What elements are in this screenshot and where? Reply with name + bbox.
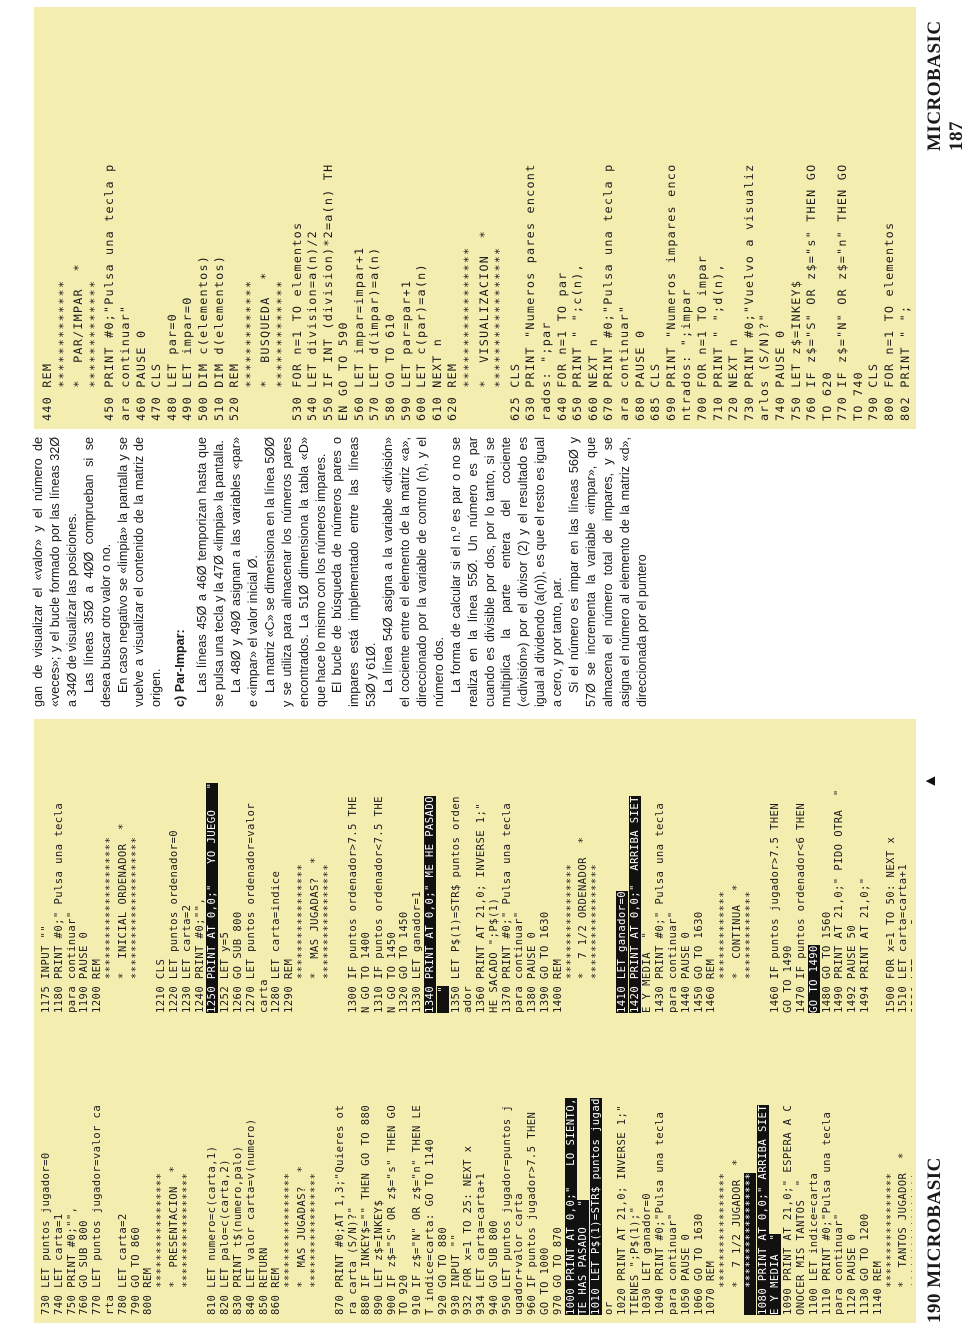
code-line: 500 DIM c(elementos) [195, 254, 210, 421]
highlighted-text: 1410 LET ganador=0 [615, 890, 628, 1013]
code-line: 450 PRINT #0;"Pulsa una tecla p [102, 163, 117, 421]
code-line: 550 IF INT (division)*2=a(n) TH [320, 163, 335, 421]
code-line: * INICIAL ORDENADOR * [116, 823, 129, 1013]
code-line: 930 INPUT "" [449, 1233, 462, 1315]
code-line: 1020 PRINT AT 21,0; INVERSE 1;" [615, 1104, 628, 1315]
code-line: 1100 LET indice=carta [807, 1172, 820, 1315]
page-header-right: MICROBASIC 187 [924, 20, 967, 151]
code-line: 560 LET impar=impar+1 [351, 246, 366, 421]
highlighted-text: GO TO 1490 [807, 945, 820, 1013]
code-line: 910 IF z$="N" OR z$="n" THEN LE [411, 1104, 424, 1315]
code-line: 580 GO TO 610 [383, 313, 398, 421]
code-line: N GO TO 1450 [385, 931, 398, 1013]
code-line: 740 PAUSE 0 [772, 329, 787, 421]
code-line: 750 PRINT #0;"", [65, 1206, 78, 1315]
code-line: ************* [55, 279, 70, 421]
code-line: * PRESENTACION * [167, 1165, 180, 1315]
code-line: 1300 IF puntos ordenador>7.5 THE [347, 796, 360, 1013]
code-line: 1120 PAUSE 0 [846, 1233, 859, 1315]
code-line: ***************** [590, 863, 603, 1013]
code-line: 1090 PRINT AT 21,0;" ESPERA A C [782, 1104, 795, 1315]
code-line: 1310 IF puntos ordenador<7.5 THE [372, 796, 385, 1013]
code-line: rados: ";par [539, 321, 553, 421]
code-line: E Y MEDIA " [641, 931, 654, 1013]
code-line: ***************** [308, 1172, 321, 1315]
code-line: 1320 GO TO 1450 [398, 911, 411, 1013]
code-line: 932 FOR x=1 TO 25: NEXT x [462, 1145, 475, 1315]
code-line: 1180 PRINT #0;" Pulsa una tecla [52, 802, 65, 1013]
paragraph: Si el número es impar en las líneas 56Ø y 57Ø se incrementa la variable «impar», que almacena el número total de impares, y se asigna el número al elemento de la matriz «d», direccionada por el puntero [567, 437, 649, 707]
code-line: ONOCER MIS TANTOS " [795, 1179, 808, 1315]
code-line: 530 FOR n=1 TO elementos [289, 221, 304, 421]
code-line: 460 PAUSE 0 [133, 329, 148, 421]
code-line: 790 CLS [866, 362, 881, 421]
code-line: ador [462, 985, 475, 1013]
code-line: 1110 PRINT #0;"Pulsa una tecla [820, 1111, 833, 1315]
code-line [769, 1023, 782, 1315]
code-line: 1200 REM [91, 958, 104, 1013]
code-line: 1500 FOR x=1 TO 50: NEXT x [884, 836, 897, 1013]
code-line: 1290 REM [283, 958, 296, 1013]
code-line: 1270 LET puntos ordenador=valor [244, 802, 257, 1013]
code-line: 750 LET z$=INKEY$ [788, 279, 803, 421]
code-line [206, 723, 219, 1013]
code-line: ************* [242, 279, 257, 421]
code-line [910, 1023, 912, 1315]
code-line: * CONTINUA * [731, 884, 744, 1013]
highlighted-text: 1010 LET P$(1)=STR$ puntos jugad [590, 1098, 603, 1315]
highlighted-text: ***************** [743, 1172, 756, 1315]
continue-arrow-icon: ▲ [922, 773, 939, 789]
code-line: 650 PRINT " ";c(n), [570, 263, 585, 421]
code-line: 1510 LET carta=carta+1 [897, 863, 910, 1013]
code-listing-panel-right [34, 7, 916, 429]
code-line [437, 723, 450, 1013]
code-line [577, 1023, 590, 1315]
code-line: ***************** [461, 246, 476, 421]
code-line: 1470 IF puntos ordenador<6 THEN [795, 802, 808, 1013]
code-line: 540 LET division=a(n)/2 [305, 230, 320, 421]
code-line: 780 LET carta=2 [116, 1213, 129, 1315]
code-line [808, 723, 821, 1013]
code-line: 1280 LET carta=indice [270, 870, 283, 1013]
code-line: ntrados: ";impar [679, 288, 694, 421]
code-line: ************* [743, 890, 756, 1013]
code-line: T indice=carta: GO TO 1140 [423, 1138, 436, 1315]
code-line: 740 LET carta=1 [52, 1213, 65, 1315]
code-line: 960 IF puntos jugador>7.5 THEN [526, 1111, 539, 1315]
code-line: ********************* [103, 836, 116, 1013]
code-line: 870 PRINT #0;AT 1,3;"Quieres ot [334, 1104, 347, 1315]
code-line: 1210 CLS [155, 958, 168, 1013]
code-line: 570 LET d(impar)=a(n) [367, 246, 382, 421]
code-line: 685 CLS [648, 362, 663, 421]
code-line [142, 723, 155, 1013]
code-line: 1380 PAUSE 0 [526, 931, 539, 1013]
code-line: 1360 PRINT AT 21,0; INVERSE 1;" [475, 802, 488, 1013]
code-line: 640 FOR n=1 TO par [554, 271, 569, 421]
code-line: 600 LET c(par)=a(n) [414, 263, 429, 421]
code-line: 840 LET valor carta=v(numero) [244, 1118, 257, 1315]
code-line: 830 PRINT t$(numero,palo) [231, 1145, 244, 1315]
code-line [872, 723, 885, 1013]
code-line [757, 1023, 770, 1315]
code-line: * PAR/IMPAR * [71, 263, 86, 421]
code-line: GO TO 1000 [539, 1247, 552, 1315]
code-line: ***************** [564, 863, 577, 1013]
code-line: rta [103, 1294, 116, 1315]
code-line: 470 CLS [149, 362, 164, 421]
code-line [590, 1023, 603, 1315]
code-line [910, 723, 912, 1013]
paragraph: La 48Ø y 49Ø asignan a las variables «par» e «impar» el valor inicial Ø. [228, 437, 260, 707]
code-line: or [603, 1301, 616, 1315]
code-line: 1060 GO TO 1630 [692, 1213, 705, 1315]
highlighted-text: 1250 PRINT AT 0,0;" YO JUEGO " [206, 782, 219, 1013]
code-line: 660 NEXT n [585, 337, 600, 421]
code-line: TO 620 [819, 371, 834, 421]
article-text [30, 437, 920, 707]
paragraph: Las líneas 35Ø a 4ØØ comprueban si se desea buscar otro valor o no. [81, 437, 113, 707]
code-line: TIENES ";P$(1);" [628, 1206, 641, 1315]
code-line [322, 1023, 335, 1315]
paragraph: La matriz «C» se dimensiona en la línea 5ØØ y se utiliza para almacenar los números pares encontrados. La 51Ø dimensiona la tabla «D» que hace lo mismo con los números impares. [262, 437, 328, 707]
code-line: ************* [718, 890, 731, 1013]
code-line: 940 GO SUB 800 [487, 1220, 500, 1315]
highlighted-text: 1080 PRINT AT 0,0;" ARRIBA SIET [756, 1104, 769, 1315]
code-line: 1070 REM [705, 1260, 718, 1315]
code-line: 1240 PRINT #0;"", [193, 897, 206, 1013]
code-line: 800 REM [142, 1267, 155, 1315]
section-heading: c) Par-Impar: [173, 629, 188, 707]
code-line: 480 LET par=0 [164, 313, 179, 421]
code-line: ***************** [492, 246, 507, 421]
code-line: 1050 PAUSE 0 [679, 1233, 692, 1315]
code-line: ***************** [283, 1172, 296, 1315]
code-line: 770 IF z$="N" OR z$="n" THEN GO [835, 163, 850, 421]
code-line [424, 723, 437, 1013]
code-line: 1494 PRINT AT 21,0;" [859, 877, 871, 1013]
code-line: carta [257, 979, 270, 1013]
code-line: ra carta (S/N)?" [347, 1206, 360, 1315]
code-line: para continuar" [65, 911, 78, 1013]
paragraph: La línea 54Ø asigna a la variable «división» el cociente entre el elemento de la matriz «a», direccionado por la variable de control (n), y el número dos. [381, 437, 446, 707]
code-line: 970 GO TO 870 [551, 1226, 564, 1315]
code-line: ***************** [155, 1172, 168, 1315]
highlighted-text: TE HAS PASADO " [577, 1199, 590, 1315]
page-header-left: 190 MICROBASIC [924, 1157, 945, 1323]
code-line: 1175 INPUT "" [40, 924, 52, 1013]
code-line: ************* [86, 279, 101, 421]
code-line: 1460 REM [705, 958, 718, 1013]
code-line: ara continuar" [616, 304, 631, 421]
code-line: 1480 GO TO 1560 [820, 911, 833, 1013]
code-listing-column-right [40, 11, 912, 421]
code-line: 710 PRINT " ";d(n), [710, 263, 725, 421]
code-line [616, 723, 629, 1013]
code-line: 890 LET z$=INKEY$ [372, 1199, 385, 1315]
code-line: TO 920 [398, 1274, 411, 1315]
code-line: ***************** [718, 1172, 731, 1315]
code-line: 760 IF z$="S" OR z$="s" THEN GO [804, 163, 819, 421]
code-line: arlos (S/N)?" [757, 313, 772, 421]
code-line: 510 DIM d(elementos) [211, 254, 226, 421]
code-line: 1492 PAUSE 50 [846, 924, 859, 1013]
paragraph: El bucle de búsqueda de números pares o impares está implementado entre las líneas 53Ø y 61Ø. [330, 437, 379, 707]
code-line: 1190 PAUSE 0 [78, 931, 91, 1013]
paragraph: gan de visualizar el «valor» y el número de «veces»; y el bucle formado por las líneas 32Ø a 34Ø de visualizar las posiciones. [31, 437, 79, 707]
code-line: 630 PRINT "Numeros pares encont [523, 163, 538, 421]
code-line: GO TO 1490 [782, 945, 795, 1013]
code-line: 850 RETURN [257, 1247, 270, 1315]
highlighted-text: 1340 PRINT AT 0,0;" ME HE PASADO [423, 796, 436, 1013]
code-line: * MAS JUGADAS? * [295, 1165, 308, 1315]
code-line: 1130 GO TO 1200 [859, 1213, 871, 1315]
code-listing-panel-left [34, 719, 916, 1323]
code-line: para continuar" [833, 1213, 846, 1315]
code-line: 670 PRINT #0;"Pulsa una tecla p [601, 163, 616, 421]
code-line [744, 1023, 757, 1315]
highlighted-text: E Y MEDIA " [769, 1233, 782, 1315]
code-line: 610 NEXT n [429, 337, 444, 421]
code-line: 1350 LET P$(1)=STR$ puntos orden [449, 796, 462, 1013]
code-line [603, 723, 616, 1013]
code-line: * 7 1/2 JUGADOR * [731, 1159, 744, 1315]
code-line: 1252 LET y=5 [219, 931, 232, 1013]
code-line: 1430 PRINT #0;" Pulsa una tecla [654, 802, 667, 1013]
code-line: 620 REM [445, 362, 460, 421]
code-line: 720 NEXT n [726, 337, 741, 421]
code-line: 790 GO TO 860 [129, 1226, 142, 1315]
code-line: 1230 LET carta=2 [180, 904, 193, 1013]
code-line [757, 723, 770, 1013]
code-line: 690 PRINT "Numeros impares enco [663, 163, 678, 421]
code-line: 625 CLS [507, 362, 522, 421]
code-line: 1370 PRINT #0;" Pulsa una tecla [500, 802, 513, 1013]
code-line: 520 REM [227, 362, 242, 421]
code-line: 800 FOR n=1 TO elementos [882, 221, 897, 421]
code-line: 1440 PAUSE 0 [679, 931, 692, 1013]
code-listing-column-a [40, 1023, 912, 1315]
code-line: 680 PAUSE 0 [632, 329, 647, 421]
code-line: 1330 LET ganador=1 [411, 890, 424, 1013]
paragraph: La forma de calcular si el n.º es par o no se realiza en la línea 55Ø. Un número es par cuando es divisible por dos, por lo tanto, si se multiplica la parte entera del cociente («división») por el divisor (2) y el resultado es igual al dividendo (a(n)), es que el resto es igual a cero, y por tanto, par. [448, 437, 565, 707]
code-line [629, 723, 642, 1013]
code-line: TO 740 [850, 371, 865, 421]
code-line: 920 GO TO 880 [436, 1226, 449, 1315]
code-line: 440 REM [40, 362, 54, 421]
code-line: 770 LET puntos jugador=valor ca [91, 1104, 104, 1315]
code-line: 1390 GO TO 1630 [539, 911, 552, 1013]
code-line: 1460 IF puntos jugador>7.5 THEN [769, 802, 782, 1013]
code-line: 1450 GO TO 1630 [692, 911, 705, 1013]
code-line: 802 PRINT " "; [897, 304, 912, 421]
code-line: 1030 LET ganador=0 [641, 1192, 654, 1315]
code-line: ugador+valor carta [513, 1192, 526, 1315]
code-line: 1490 PRINT AT 21,0;" PIDO OTRA " [833, 789, 846, 1013]
code-line: para continuar" [667, 1213, 680, 1315]
code-line: 1220 LET puntos ordenador=0 [167, 829, 180, 1013]
code-line: para continuar" [513, 911, 526, 1013]
code-line: 1260 GO SUB 800 [231, 911, 244, 1013]
highlighted-text: " [436, 985, 449, 1013]
highlighted-text: 1000 PRINT AT 0,0;" LO SIENTO, [564, 1098, 577, 1315]
code-line: 860 REM [270, 1267, 283, 1315]
code-line: 820 LET palo=c(carta,2) [219, 1159, 232, 1315]
code-line: 810 LET numero=c(carta,1) [206, 1145, 219, 1315]
code-line: 934 LET carta=carta+1 [475, 1172, 488, 1315]
code-line: ***************** [295, 863, 308, 1013]
code-line: 700 FOR n=1 TO impar [694, 254, 709, 421]
paragraph: En caso negativo se «limpia» la pantalla y se vuelve a visualizar el contenido de la matriz de origen. [115, 437, 164, 707]
code-line: 1040 PRINT #0;"Pulsa una tecla [654, 1111, 667, 1315]
code-line: ************* [273, 279, 288, 421]
code-line: 490 LET impar=0 [180, 296, 195, 421]
code-line: * 7 1/2 ORDENADOR * [577, 836, 590, 1013]
code-line: HE SACADO ";P$(1) [487, 897, 500, 1013]
code-line [334, 723, 347, 1013]
code-line: ********************* [129, 836, 142, 1013]
code-line: ***************** [884, 1172, 897, 1315]
code-line: 880 IF INKEY$="" THEN GO TO 880 [359, 1104, 372, 1315]
code-line [565, 1023, 578, 1315]
code-line: ara continuar" [117, 304, 132, 421]
code-line: 590 LET par=par+1 [398, 279, 413, 421]
code-line: N GO TO 1400 [359, 931, 372, 1013]
paragraph: Las líneas 45Ø a 46Ø temporizan hasta que se pulsa una tecla y la 47Ø «limpia» la pantalla. [195, 437, 227, 707]
code-line: para continuar" [667, 911, 680, 1013]
code-line: 760 GO SUB 800 [78, 1220, 91, 1315]
code-line: * MAS JUGADAS? * [308, 857, 321, 1013]
code-line: 730 LET puntos jugador=0 [40, 1152, 52, 1315]
code-line: ***************** [321, 863, 334, 1013]
code-line: * VISUALIZACION * [476, 230, 491, 421]
code-line: 950 LET puntos jugador=puntos j [500, 1104, 513, 1315]
code-line: ***************** [180, 1172, 193, 1315]
code-line: EN GO TO 590 [336, 321, 351, 421]
code-line: * BUSQUEDA * [258, 271, 273, 421]
highlighted-text: 1420 PRINT AT 0,0;" ARRIBA SIET [628, 796, 641, 1013]
code-line: 1140 REM [871, 1260, 884, 1315]
code-line: * TANTOS JUGADOR * [897, 1152, 910, 1315]
code-listing-column-b [40, 723, 912, 1013]
code-line: 900 IF z$="S" OR z$="s" THEN GO [385, 1104, 398, 1315]
code-line: 730 PRINT #0;"Vuelvo a visualiz [741, 163, 756, 421]
code-line [194, 1023, 207, 1315]
code-line: 1400 REM [551, 958, 564, 1013]
